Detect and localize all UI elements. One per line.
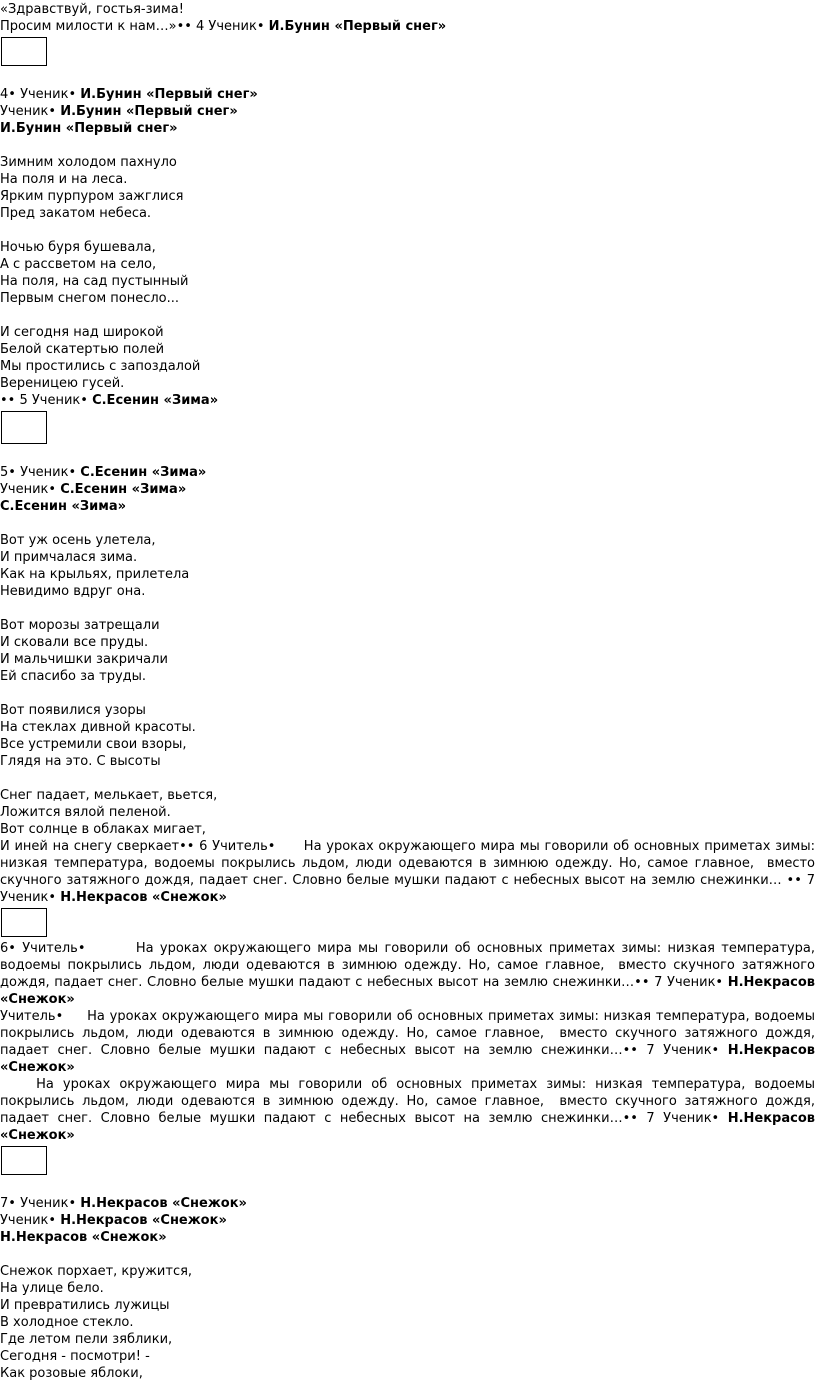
line-text: Сегодня - посмотри! - <box>0 1349 150 1364</box>
text-line <box>0 719 816 736</box>
text-line <box>0 154 816 171</box>
line-text: Вот появилися узоры <box>0 703 146 718</box>
text-line <box>0 787 816 804</box>
poem-title: Н.Некрасов «Снежок» <box>0 975 815 1007</box>
text-line <box>0 1297 816 1314</box>
line-text: На поля и на леса. <box>0 172 128 187</box>
blank-line <box>0 137 816 154</box>
text-line <box>0 171 816 188</box>
line-text: Как розовые яблоки, <box>0 1366 143 1381</box>
text-line <box>0 634 816 651</box>
line-text: Снег падает, мелькает, вьется, <box>0 788 218 803</box>
line-text: Ученик• <box>0 104 61 119</box>
poem-title: Н.Некрасов «Снежок» <box>60 890 227 905</box>
line-text: Вот морозы затрещали <box>0 618 160 633</box>
line-text: Белой скатертью полей <box>0 342 165 357</box>
poem-title: И.Бунин «Первый снег» <box>80 87 258 102</box>
text-line <box>0 273 816 290</box>
poem-title: Н.Некрасов «Снежок» <box>0 1230 167 1245</box>
text-line <box>0 392 816 409</box>
line-text: Ярким пурпуром зажглися <box>0 189 184 204</box>
poem-title: Н.Некрасов «Снежок» <box>60 1213 227 1228</box>
line-text: Ученик• <box>0 482 61 497</box>
text-line <box>0 86 816 103</box>
line-text: На стеклах дивной красоты. <box>0 720 196 735</box>
line-text: «Здравствуй, гостья-зима! <box>0 2 184 17</box>
blank-line <box>0 307 816 324</box>
blank-line <box>0 69 816 86</box>
blank-line <box>0 447 816 464</box>
text-line <box>0 1348 816 1365</box>
empty-image-frame <box>1 37 47 66</box>
paragraph-text: И иней на снегу сверкает•• 6 Учитель• На уроках окружающего мира мы говорили об основных приметах зимы: низкая температура, водоемы покрылись льдом, люди одеваются в зимнюю одежду. Но, самое главное, вместо скучного затяжного дождя, падает снег. Словно белые мушки падают с небесных высот на землю снежинки… •• 7 Ученик• <box>0 839 815 905</box>
line-text: Ложится вялой пеленой. <box>0 805 171 820</box>
line-text: Глядя на это. С высоты <box>0 754 161 769</box>
line-text: Где летом пели зяблики, <box>0 1332 173 1347</box>
blank-line <box>0 1246 816 1263</box>
line-text: На улице бело. <box>0 1281 104 1296</box>
text-line <box>0 583 816 600</box>
text-line <box>0 1195 816 1212</box>
line-text: Вереницею гусей. <box>0 376 125 391</box>
text-line <box>0 736 816 753</box>
blank-line <box>0 600 816 617</box>
text-line <box>0 18 816 35</box>
poem-title: Н.Некрасов «Снежок» <box>80 1196 247 1211</box>
text-line <box>0 256 816 273</box>
line-text: Первым снегом понесло... <box>0 291 180 306</box>
line-text: И примчалася зима. <box>0 550 138 565</box>
text-line <box>0 103 816 120</box>
line-text-after: •• 4 Ученик• <box>176 19 269 34</box>
text-line <box>0 324 816 341</box>
poem-title: С.Есенин «Зима» <box>92 393 219 408</box>
text-line <box>0 532 816 549</box>
text-line <box>0 290 816 307</box>
paragraph-text: Учитель• На уроках окружающего мира мы говорили об основных приметах зимы: низкая температура, водоемы покрылись льдом, люди одеваются в зимнюю одежду. Но, самое главное, вместо скучного затяжного дождя, падает снег. Словно белые мушки падают с небесных высот на землю снежинки…•• 7 Ученик• <box>0 1009 815 1058</box>
text-line <box>0 702 816 719</box>
line-text: Ученик• <box>0 1213 61 1228</box>
text-line <box>0 668 816 685</box>
text-line <box>0 1229 816 1246</box>
blank-line <box>0 685 816 702</box>
text-line <box>0 617 816 634</box>
line-text: Вот уж осень улетела, <box>0 533 156 548</box>
poem-title: С.Есенин «Зима» <box>0 499 127 514</box>
text-line <box>0 753 816 770</box>
line-text: И мальчишки закричали <box>0 652 168 667</box>
empty-image-frame <box>1 908 47 937</box>
poem-title: И.Бунин «Первый снег» <box>60 104 238 119</box>
teacher-paragraph <box>0 838 815 906</box>
line-text: 5• Ученик• <box>0 465 81 480</box>
text-line <box>0 375 816 392</box>
blank-line <box>0 222 816 239</box>
teacher-paragraph <box>0 1008 815 1076</box>
blank-line <box>0 770 816 787</box>
line-text: Ей спасибо за труды. <box>0 669 147 684</box>
line-text: Как на крыльях, прилетела <box>0 567 190 582</box>
blank-line <box>0 515 816 532</box>
paragraph-text: На уроках окружающего мира мы говорили об основных приметах зимы: низкая температура, водоемы покрылись льдом, люди одеваются в зимнюю одежду. Но, самое главное, вместо скучного затяжного дождя, падает снег. Словно белые мушки падают с небесных высот на землю снежинки…•• 7 Ученик• <box>0 1077 816 1126</box>
text-line <box>0 1331 816 1348</box>
teacher-paragraph <box>0 940 815 1008</box>
text-line <box>0 651 816 668</box>
text-line <box>0 1212 816 1229</box>
text-line <box>0 1314 816 1331</box>
text-line <box>0 1365 816 1382</box>
text-line <box>0 821 816 838</box>
text-line <box>0 341 816 358</box>
text-line <box>0 1280 816 1297</box>
text-line <box>0 464 816 481</box>
text-line <box>0 358 816 375</box>
text-line <box>0 481 816 498</box>
empty-image-frame <box>1 1146 47 1175</box>
poem-title: С.Есенин «Зима» <box>60 482 187 497</box>
line-text: Невидимо вдруг она. <box>0 584 146 599</box>
poem-title: Н.Некрасов «Снежок» <box>0 1111 815 1143</box>
teacher-paragraph <box>0 1076 815 1144</box>
poem-title: Н.Некрасов «Снежок» <box>0 1043 815 1075</box>
text-line <box>0 566 816 583</box>
line-text: Вот солнце в облаках мигает, <box>0 822 206 837</box>
line-text: Ночью буря бушевала, <box>0 240 156 255</box>
line-text: 7• Ученик• <box>0 1196 81 1211</box>
line-text: Мы простились с запоздалой <box>0 359 201 374</box>
text-line <box>0 205 816 222</box>
line-text: Просим милости к нам…» <box>0 19 177 34</box>
paragraph-text: 6• Учитель• На уроках окружающего мира мы говорили об основных приметах зимы: низкая температура, водоемы покрылись льдом, люди одеваются в зимнюю одежду. Но, самое главное, вместо скучного затяжного дождя, падает снег. Словно белые мушки падают с небесных высот на землю снежинки…•• 7 Ученик• <box>0 941 815 990</box>
poem-title: И.Бунин «Первый снег» <box>268 19 447 34</box>
line-text: В холодное стекло. <box>0 1315 134 1330</box>
line-text: •• 5 Ученик• <box>0 393 93 408</box>
text-line <box>0 549 816 566</box>
text-line <box>0 804 816 821</box>
text-line <box>0 120 816 137</box>
poem-title: С.Есенин «Зима» <box>80 465 207 480</box>
line-text: 4• Ученик• <box>0 87 81 102</box>
text-line <box>0 498 816 515</box>
poem-title: И.Бунин «Первый снег» <box>0 121 178 136</box>
blank-line <box>0 1178 816 1195</box>
line-text: И сковали все пруды. <box>0 635 149 650</box>
line-text: Зимним холодом пахнуло <box>0 155 177 170</box>
line-text: А с рассветом на село, <box>0 257 157 272</box>
line-text: На поля, на сад пустынный <box>0 274 189 289</box>
line-text: И превратились лужицы <box>0 1298 170 1313</box>
line-text: Пред закатом небеса. <box>0 206 152 221</box>
line-text: Снежок порхает, кружится, <box>0 1264 193 1279</box>
line-text: Все устремили свои взоры, <box>0 737 187 752</box>
text-line <box>0 188 816 205</box>
empty-image-frame <box>1 411 47 444</box>
line-text: И сегодня над широкой <box>0 325 164 340</box>
text-line <box>0 1 816 18</box>
text-line <box>0 239 816 256</box>
